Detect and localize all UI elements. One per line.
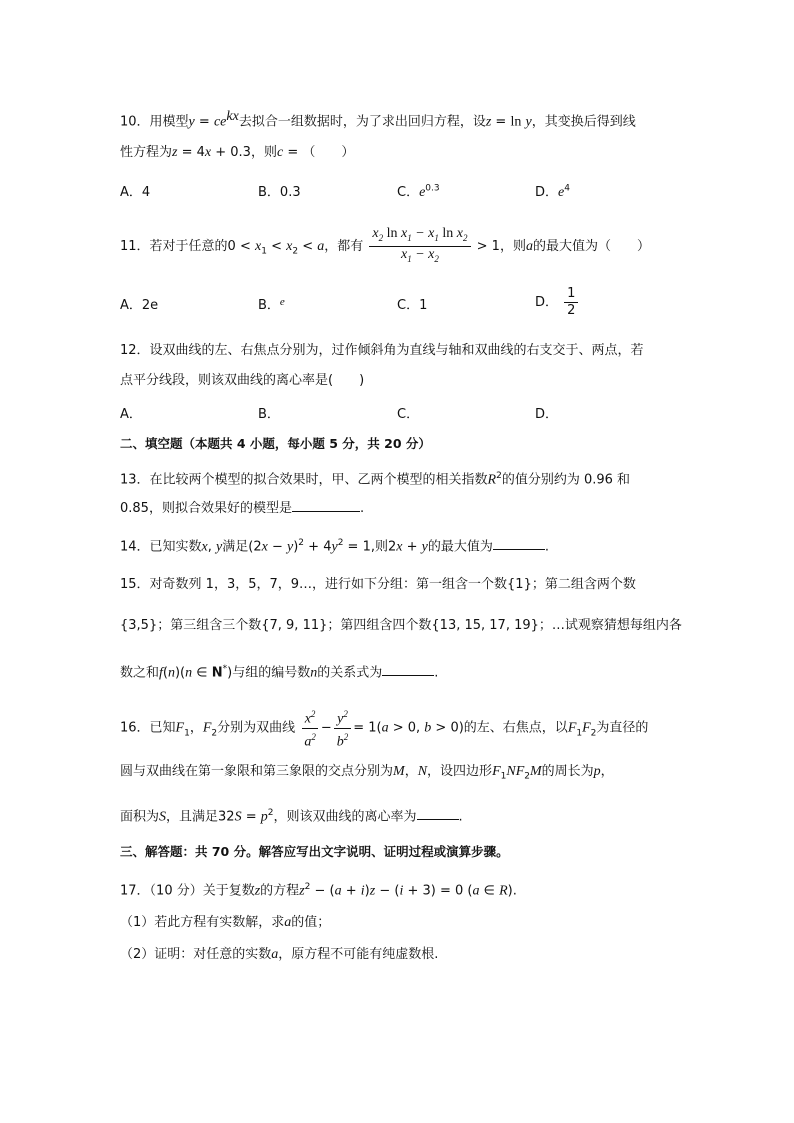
question-12-line-2: 点平分线段，则该双曲线的离心率是( ) xyxy=(120,373,365,388)
section-3-heading: 三、解答题：共 70 分。解答应写出文字说明、证明过程或演算步骤。 xyxy=(120,844,509,859)
question-16-line-1: 16．已知$F_1$，$F_2$分别为双曲线 $\frac{x^2}{a^2}$ − $\frac{y^2}{b^2}$ = 1(a > 0, b > 0)的左、右焦点，以$F_1F_2$为直径的 xyxy=(120,706,734,750)
q12-option-a: A． xyxy=(120,407,142,422)
answer-blank[interactable] xyxy=(493,535,545,550)
question-10-line-2: 性方程为z = 4x + 0.3，则c = （ ） xyxy=(120,145,355,160)
question-15-line-3: 数之和f(n)(n ∈ N*)与组的编号数n的关系式为 . xyxy=(120,659,734,683)
question-14: 14．已知实数x, y满足$(2x - y)^2 + 4y^2 = 1$,则2x + y的最大值为 . xyxy=(120,533,734,557)
answer-blank[interactable] xyxy=(382,661,434,676)
answer-blank[interactable] xyxy=(292,497,360,512)
q10-option-a: A．4 xyxy=(120,185,151,200)
question-17-part-2: （2）证明：对任意的实数a，原方程不可能有纯虚数根. xyxy=(120,947,439,962)
q11-option-c: C．1 xyxy=(397,298,428,313)
q11-fraction: $\frac{x_2 \ln x_1 - x_1 \ln x_2}{x_1 - x_2}$ xyxy=(369,226,470,267)
question-16-line-2: 圆与双曲线在第一象限和第三象限的交点分别为M，N，设四边形$F_1NF_2M$的周长为p， xyxy=(120,764,614,782)
q12-option-b: B． xyxy=(258,407,280,422)
question-17: 17．（10 分）关于复数z的方程$z^2 - (a + i)z - (i + 3) = 0$ (a ∈ R). xyxy=(120,882,517,899)
question-13-line-1: 13．在比较两个模型的拟合效果时，甲、乙两个模型的相关指数$R^2$的值分别约为 0.96 和 xyxy=(120,471,631,488)
question-16-line-3: 面积为S，且满足$32S = p^2$，则该双曲线的离心率为 . xyxy=(120,803,734,827)
question-11-line-1: 11．若对于任意的$0 < x_1 < x_2 < a$，都有 $\frac{x_2 \ln x_1 - x_1 \ln x_2}{x_1 - x_2}$ > 1，则a的最大值为（ ） xyxy=(120,226,734,267)
q10-option-d: D．$e^4$ xyxy=(535,183,570,200)
q10-option-b: B．0.3 xyxy=(258,185,301,200)
question-15-line-1: 15．对奇数列 1，3，5，7，9…，进行如下分组：第一组含一个数{1}；第二组含两个数 xyxy=(120,577,636,592)
question-15-line-2: {3,5}；第三组含三个数{7, 9, 11}；第四组含四个数{13, 15, 17, 19}；…试观察猜想每组内各 xyxy=(120,618,682,633)
q10-option-c: C．$e^{0.3}$ xyxy=(397,183,440,200)
section-2-heading: 二、填空题（本题共 4 小题，每小题 5 分，共 20 分） xyxy=(120,436,431,451)
q11-option-b: B．$^e$ xyxy=(258,296,285,313)
question-12-line-1: 12．设双曲线的左、右焦点分别为，过作倾斜角为直线与轴和双曲线的右支交于、两点，若 xyxy=(120,343,644,358)
q12-option-d: D． xyxy=(535,407,559,422)
question-13-line-2: 0.85，则拟合效果好的模型是 . xyxy=(120,497,734,519)
q12-option-c: C． xyxy=(397,407,420,422)
q11-option-a: A．2e xyxy=(120,298,159,313)
answer-blank[interactable] xyxy=(417,805,459,820)
q11-option-d: D． $\frac{1}{2}$ xyxy=(535,286,580,319)
question-17-part-1: （1）若此方程有实数解，求a的值； xyxy=(120,915,331,930)
question-10-line-1: 10．用模型$y = ce^{kx}$去拟合一组数据时，为了求出回归方程，设z = ln y，其变换后得到线 xyxy=(120,109,636,130)
